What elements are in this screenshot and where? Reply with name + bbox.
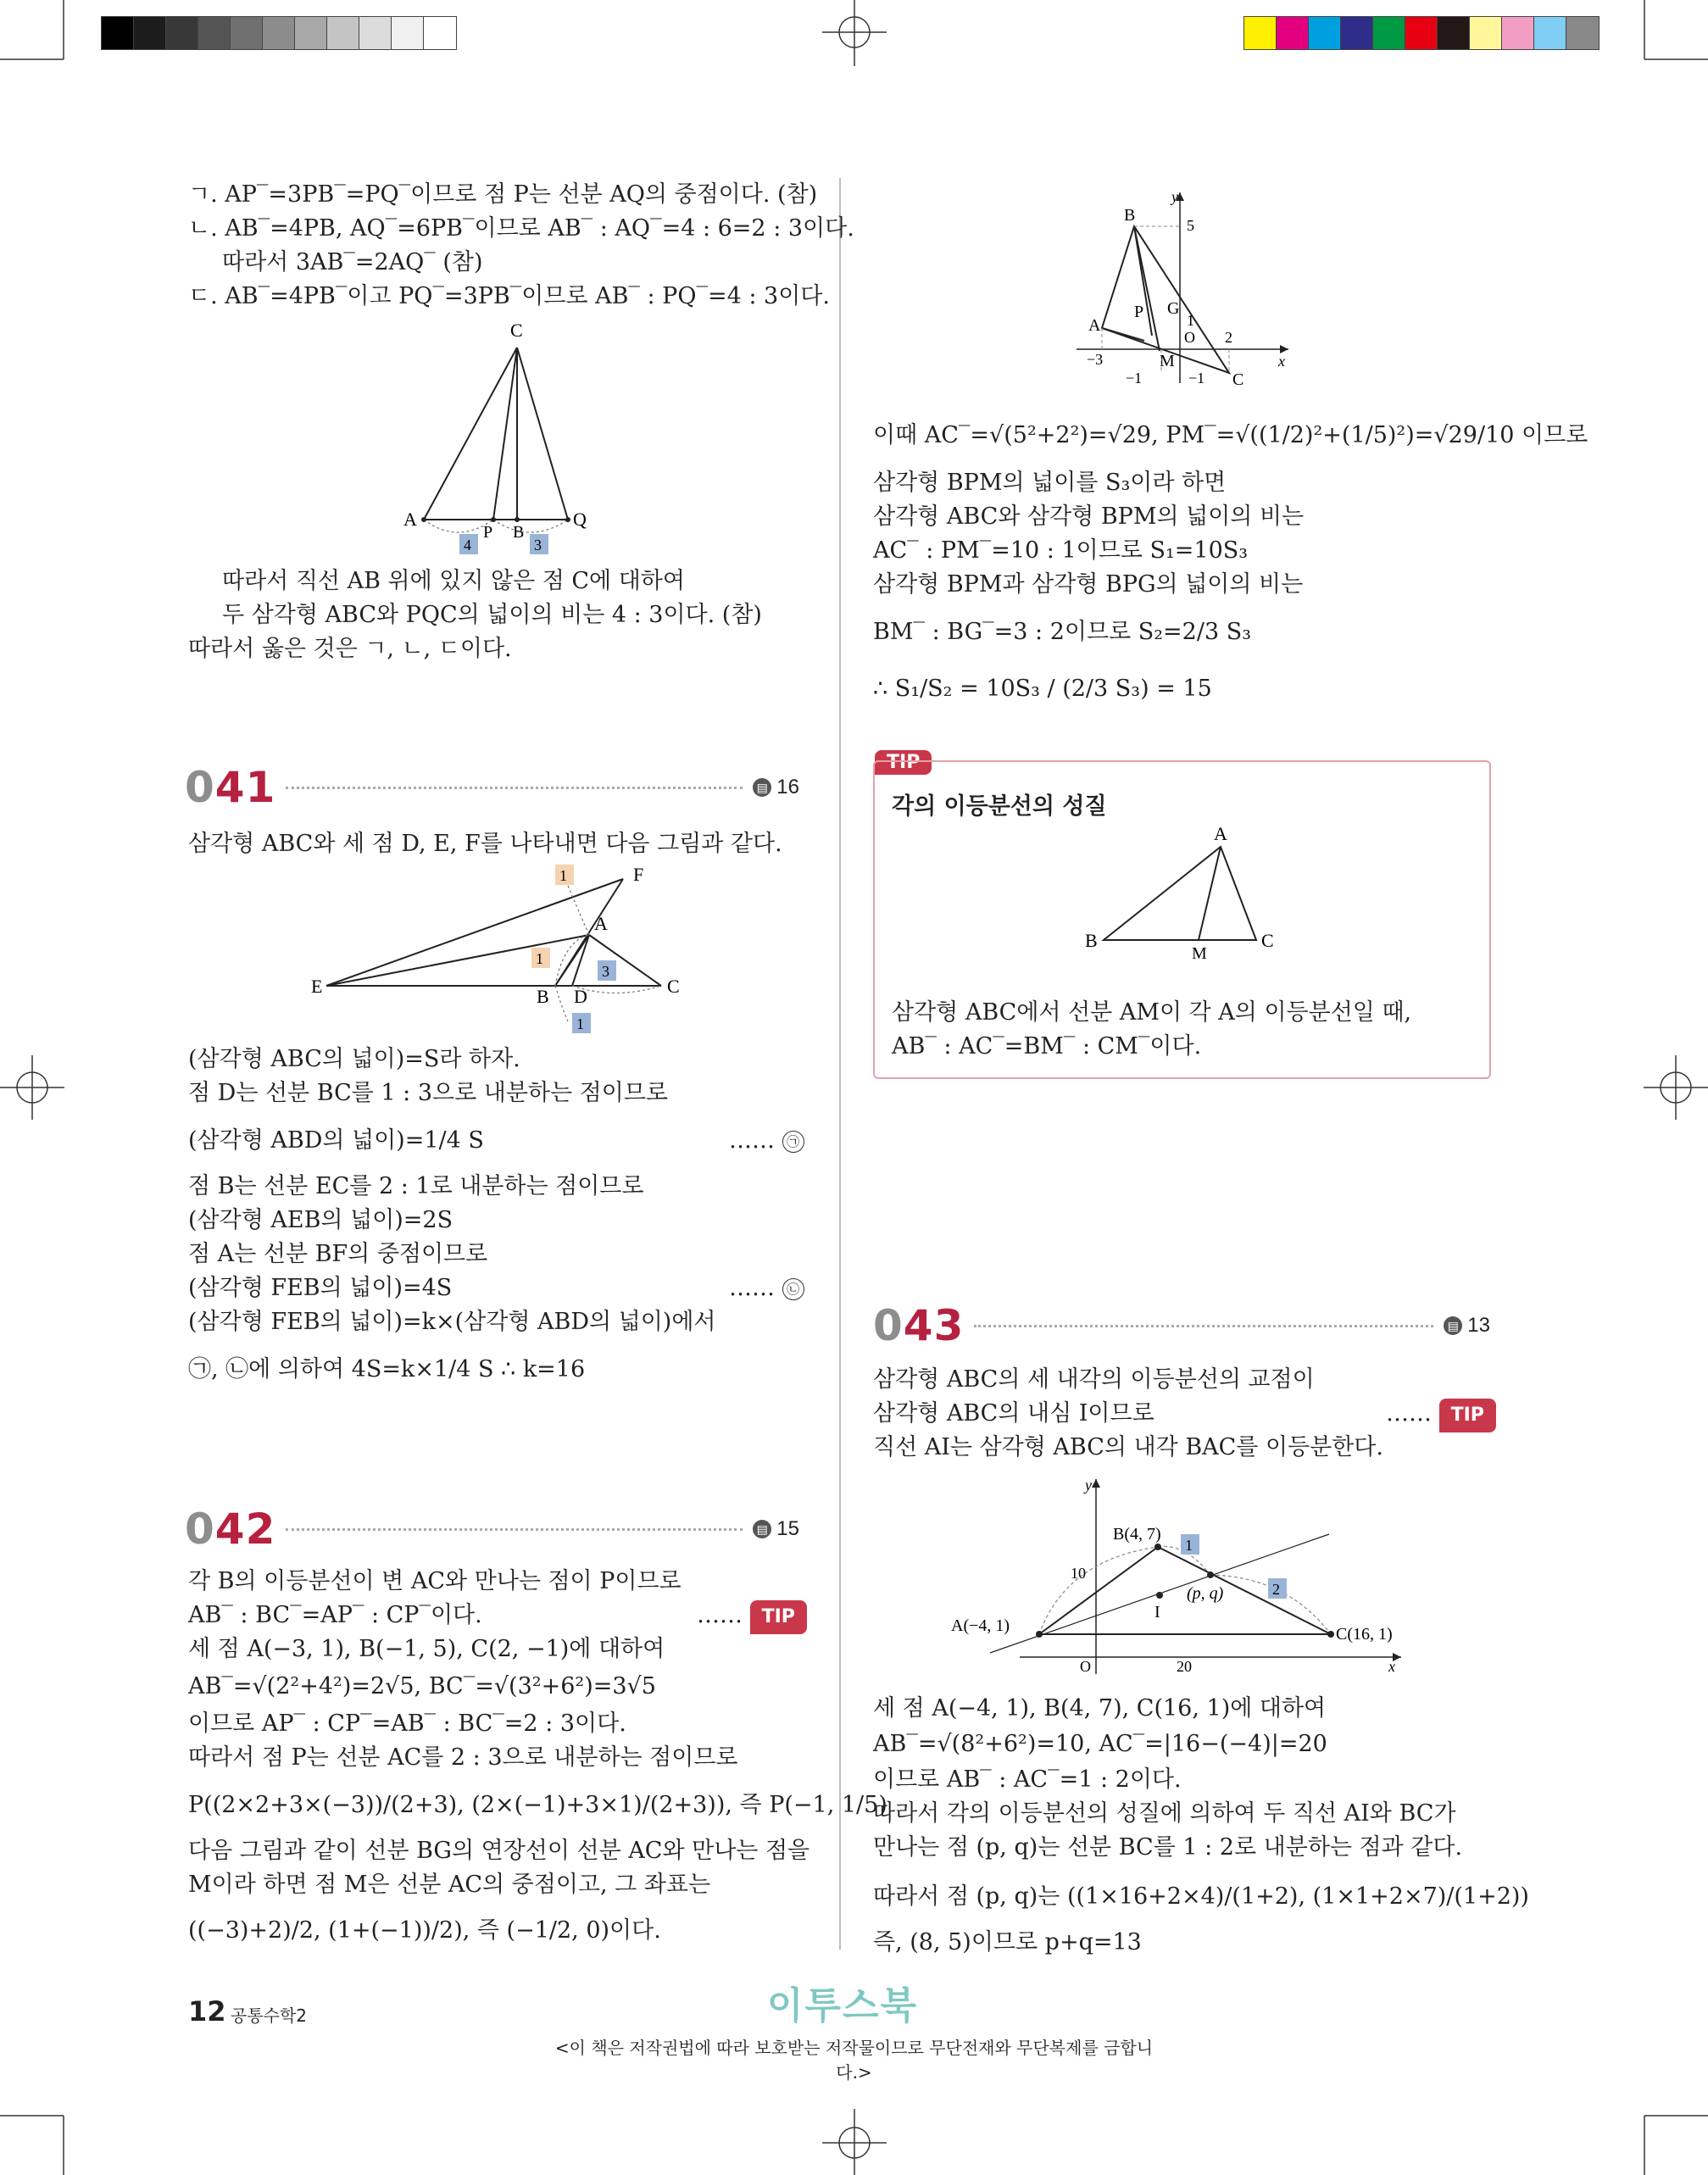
q41-mark-2: …… ㉡ — [729, 1273, 804, 1304]
q43-line-top-3: 직선 AI는 삼각형 ABC의 내각 BAC를 이등분한다. — [873, 1434, 1383, 1460]
fig-label-pq: (p, q) — [1187, 1584, 1224, 1603]
q42-coordinate-figure — [1068, 188, 1297, 392]
fig-label-4: 4 — [464, 537, 471, 553]
fig-label-F: F — [633, 864, 644, 885]
fig-label-A: A — [1214, 823, 1227, 844]
q43-line-5: 만나는 점 (p, q)는 선분 BC를 1 : 2로 내분하는 점과 같다. — [873, 1834, 1463, 1861]
fig-label-m1b: −1 — [1188, 370, 1205, 387]
copyright-notice: <이 책은 저작권법에 따라 보호받는 저작물이므로 무단전재와 무단복제를 금합니다.> — [554, 2038, 1154, 2083]
fig-label-M: M — [1192, 944, 1207, 959]
tip-line-1: 삼각형 ABC에서 선분 AM이 각 A의 이등분선일 때, — [892, 999, 1412, 1026]
q41-line-8: (삼각형 FEB의 넓이)=k×(삼각형 ABD의 넓이)에서 — [188, 1309, 716, 1335]
q41-answer: ▤ 16 — [753, 776, 799, 799]
q43-coordinate-figure — [948, 1475, 1422, 1678]
fig-label-1a: 1 — [559, 867, 567, 884]
q41-line-9: ㉠, ㉡에 의하여 4S=k×1/4 S ∴ k=16 — [188, 1356, 586, 1382]
fig-label-20: 20 — [1177, 1658, 1192, 1675]
q40-line-3: 따라서 3AB‾=2AQ‾ (참) — [222, 249, 483, 275]
fig-label-C: C(16, 1) — [1336, 1625, 1393, 1644]
q42r-line-4: AC‾ : PM‾=10 : 1이므로 S₁=10S₃ — [873, 537, 1249, 564]
fig-label-E: E — [311, 976, 323, 997]
q43-header — [873, 1301, 1490, 1350]
fig-label-D: D — [574, 986, 587, 1007]
q41-line-2: 점 D는 선분 BC를 1 : 3으로 내분하는 점이므로 — [188, 1080, 668, 1106]
column-divider — [839, 178, 841, 1950]
brand-logo: 이투스북 — [767, 1984, 919, 2028]
color-swatch — [1341, 17, 1373, 49]
q42-line-8: 다음 그림과 같이 선분 BG의 연장선이 선분 AC와 만나는 점을 — [188, 1838, 810, 1864]
q40-line-2: ㄴ. AB‾=4PB, AQ‾=6PB‾이므로 AB‾ : AQ‾=4 : 6=2 : 3이다. — [188, 215, 854, 242]
q43-line-top-2: 삼각형 ABC의 내심 I이므로 — [873, 1400, 1154, 1427]
color-swatch — [1534, 17, 1566, 49]
fig-label-A: A — [594, 913, 608, 934]
fig-label-2: 2 — [1225, 329, 1232, 346]
color-swatch — [359, 17, 392, 49]
fig-label-O: O — [1184, 329, 1195, 346]
q42-line-3: 세 점 A(−3, 1), B(−1, 5), C(2, −1)에 대하여 — [188, 1636, 665, 1662]
q43-line-4: 따라서 각의 이등분선의 성질에 의하여 두 직선 AI와 BC가 — [873, 1800, 1456, 1827]
color-swatch — [263, 17, 295, 49]
fig-label-1: 1 — [1185, 1537, 1193, 1554]
color-swatch — [327, 17, 359, 49]
q40-line-6: 두 삼각형 ABC와 PQC의 넓이의 비는 4 : 3이다. (참) — [222, 602, 762, 628]
q42-line-2: AB‾ : BC‾=AP‾ : CP‾이다. — [188, 1602, 482, 1628]
fig-label-A: A — [1088, 316, 1101, 335]
q41-header — [185, 763, 799, 812]
color-swatch — [1566, 17, 1599, 49]
color-swatch — [1309, 17, 1341, 49]
fig-label-B: B — [537, 986, 549, 1007]
color-swatch — [1470, 17, 1502, 49]
q40-triangle-figure — [398, 318, 602, 559]
book-title: 공통수학2 — [231, 2005, 308, 2026]
q41-intro: 삼각형 ABC와 세 점 D, E, F를 나타내면 다음 그림과 같다. — [188, 831, 782, 857]
color-swatch — [231, 17, 263, 49]
q41-line-6: 점 A는 선분 BF의 중점이므로 — [188, 1241, 488, 1267]
fig-label-C: C — [667, 976, 680, 997]
fig-label-2: 2 — [1272, 1581, 1280, 1598]
fig-label-1c: 1 — [576, 1015, 584, 1032]
color-swatch — [134, 17, 166, 49]
tip-title: 각의 이등분선의 성질 — [892, 793, 1107, 820]
fig-label-x: x — [1388, 1658, 1395, 1675]
color-swatch — [1277, 17, 1309, 49]
answer-icon: ▤ — [753, 778, 771, 797]
q40-line-4: ㄷ. AB‾=4PB‾이고 PQ‾=3PB‾이므로 AB‾ : PQ‾=4 : 3이다. — [188, 283, 830, 309]
q42-line-7: P((2×2+3×(−3))/(2+3), (2×(−1)+3×1)/(2+3)), 즉 P(−1, 1/5) — [188, 1792, 887, 1818]
tip-box — [873, 760, 1491, 1079]
q42-number: 042 — [185, 1505, 276, 1554]
q43-line-1: 세 점 A(−4, 1), B(4, 7), C(16, 1)에 대하여 — [873, 1695, 1327, 1722]
q42r-line-6: BM‾ : BG‾=3 : 2이므로 S₂=2/3 S₃ — [873, 619, 1252, 645]
fig-label-m1: −1 — [1126, 370, 1143, 387]
q41-mark-1: …… ㉠ — [729, 1126, 804, 1156]
color-swatch — [1373, 17, 1405, 49]
q40-line-1: ㄱ. AP‾=3PB‾=PQ‾이므로 점 P는 선분 AQ의 중점이다. (참) — [188, 181, 818, 208]
fig-label-C: C — [510, 320, 523, 341]
tip-triangle-figure — [1078, 823, 1282, 959]
q42-line-6: 따라서 점 P는 선분 AC를 2 : 3으로 내분하는 점이므로 — [188, 1744, 738, 1771]
q42-line-5: 이므로 AP‾ : CP‾=AB‾ : BC‾=2 : 3이다. — [188, 1711, 626, 1737]
color-swatch — [392, 17, 424, 49]
q42-line-10: ((−3)+2)/2, (1+(−1))/2), 즉 (−1/2, 0)이다. — [188, 1917, 661, 1944]
fig-label-Q: Q — [573, 509, 587, 530]
fig-label-10: 10 — [1071, 1565, 1086, 1582]
color-swatch — [1405, 17, 1438, 49]
color-swatch — [198, 17, 231, 49]
color-swatch — [1244, 17, 1277, 49]
q41-triangle-figure — [309, 860, 699, 1038]
q41-line-3: (삼각형 ABD의 넓이)=1/4 S — [188, 1127, 484, 1154]
q43-line-7: 즉, (8, 5)이므로 p+q=13 — [873, 1929, 1142, 1955]
q42-header — [185, 1505, 799, 1554]
fig-label-P: P — [1134, 303, 1144, 321]
fig-label-1b: 1 — [536, 950, 543, 967]
fig-label-m3: −3 — [1087, 351, 1104, 368]
q41-line-1: (삼각형 ABC의 넓이)=S라 하자. — [188, 1046, 520, 1072]
q42-answer: ▤ 15 — [753, 1517, 799, 1541]
fig-label-1: 1 — [1187, 312, 1194, 329]
fig-label-A: A(−4, 1) — [951, 1616, 1010, 1635]
fig-label-B: B(4, 7) — [1113, 1525, 1161, 1544]
fig-label-5: 5 — [1187, 217, 1194, 234]
fig-label-3: 3 — [534, 537, 542, 553]
q43-line-top-1: 삼각형 ABC의 세 내각의 이등분선의 교점이 — [873, 1366, 1315, 1393]
q42r-line-1: 이때 AC‾=√(5²+2²)=√29, PM‾=√((1/2)²+(1/5)²)=√29/10 이므로 — [873, 422, 1588, 448]
tip-line-2: AB‾ : AC‾=BM‾ : CM‾이다. — [892, 1033, 1202, 1060]
color-swatch — [102, 17, 134, 49]
q42r-line-3: 삼각형 ABC와 삼각형 BPM의 넓이의 비는 — [873, 503, 1305, 530]
color-swatch — [1438, 17, 1470, 49]
page-number: 12 — [188, 1995, 226, 2028]
q42-line-1: 각 B의 이등분선이 변 AC와 만나는 점이 P이므로 — [188, 1568, 682, 1594]
fig-label-M: M — [1160, 352, 1175, 370]
tip-badge: TIP — [875, 750, 932, 775]
q41-line-5: (삼각형 AEB의 넓이)=2S — [188, 1207, 453, 1233]
fig-label-C: C — [1232, 370, 1244, 389]
color-swatch — [295, 17, 327, 49]
q42r-line-7: ∴ S₁/S₂ = 10S₃ / (2/3 S₃) = 15 — [873, 676, 1212, 702]
q42-line-9: M이라 하면 점 M은 선분 AC의 중점이고, 그 좌표는 — [188, 1872, 711, 1898]
q40-line-7: 따라서 옳은 것은 ㄱ, ㄴ, ㄷ이다. — [188, 636, 512, 662]
fig-label-B: B — [1124, 206, 1136, 225]
fig-label-P: P — [483, 523, 493, 542]
answer-icon: ▤ — [1444, 1316, 1462, 1335]
fig-label-B: B — [1085, 930, 1098, 951]
fig-label-O: O — [1080, 1658, 1091, 1675]
q42-line-4: AB‾=√(2²+4²)=2√5, BC‾=√(3²+6²)=3√5 — [188, 1673, 656, 1699]
q41-number: 041 — [185, 763, 276, 812]
fig-label-I: I — [1154, 1603, 1160, 1622]
fig-label-y: y — [1085, 1477, 1092, 1494]
color-swatch — [424, 17, 456, 49]
q43-answer: ▤ 13 — [1444, 1314, 1490, 1338]
fig-label-C: C — [1261, 930, 1274, 951]
q43-line-6: 따라서 점 (p, q)는 ((1×16+2×4)/(1+2), (1×1+2×7)/(1+2)) — [873, 1883, 1529, 1910]
q43-line-3: 이므로 AB‾ : AC‾=1 : 2이다. — [873, 1766, 1182, 1793]
q41-line-4: 점 B는 선분 EC를 2 : 1로 내분하는 점이므로 — [188, 1173, 644, 1199]
q42-tip-marker: …… TIP — [697, 1600, 807, 1634]
q42r-line-5: 삼각형 BPM과 삼각형 BPG의 넓이의 비는 — [873, 571, 1304, 598]
q43-line-2: AB‾=√(8²+6²)=10, AC‾=|16−(−4)|=20 — [873, 1731, 1327, 1757]
q41-line-7: (삼각형 FEB의 넓이)=4S — [188, 1275, 453, 1301]
q40-line-5: 따라서 직선 AB 위에 있지 않은 점 C에 대하여 — [222, 568, 685, 594]
color-swatch — [166, 17, 198, 49]
fig-label-x: x — [1278, 353, 1285, 370]
fig-label-3: 3 — [602, 963, 609, 980]
fig-label-y: y — [1171, 188, 1178, 205]
q43-number: 043 — [873, 1301, 965, 1350]
q43-tip-marker: …… TIP — [1386, 1399, 1496, 1432]
fig-label-G: G — [1167, 299, 1180, 318]
color-swatch — [1502, 17, 1534, 49]
fig-label-B: B — [513, 523, 525, 542]
fig-label-A: A — [403, 509, 417, 530]
q42r-line-2: 삼각형 BPM의 넓이를 S₃이라 하면 — [873, 470, 1227, 496]
answer-icon: ▤ — [753, 1520, 771, 1538]
